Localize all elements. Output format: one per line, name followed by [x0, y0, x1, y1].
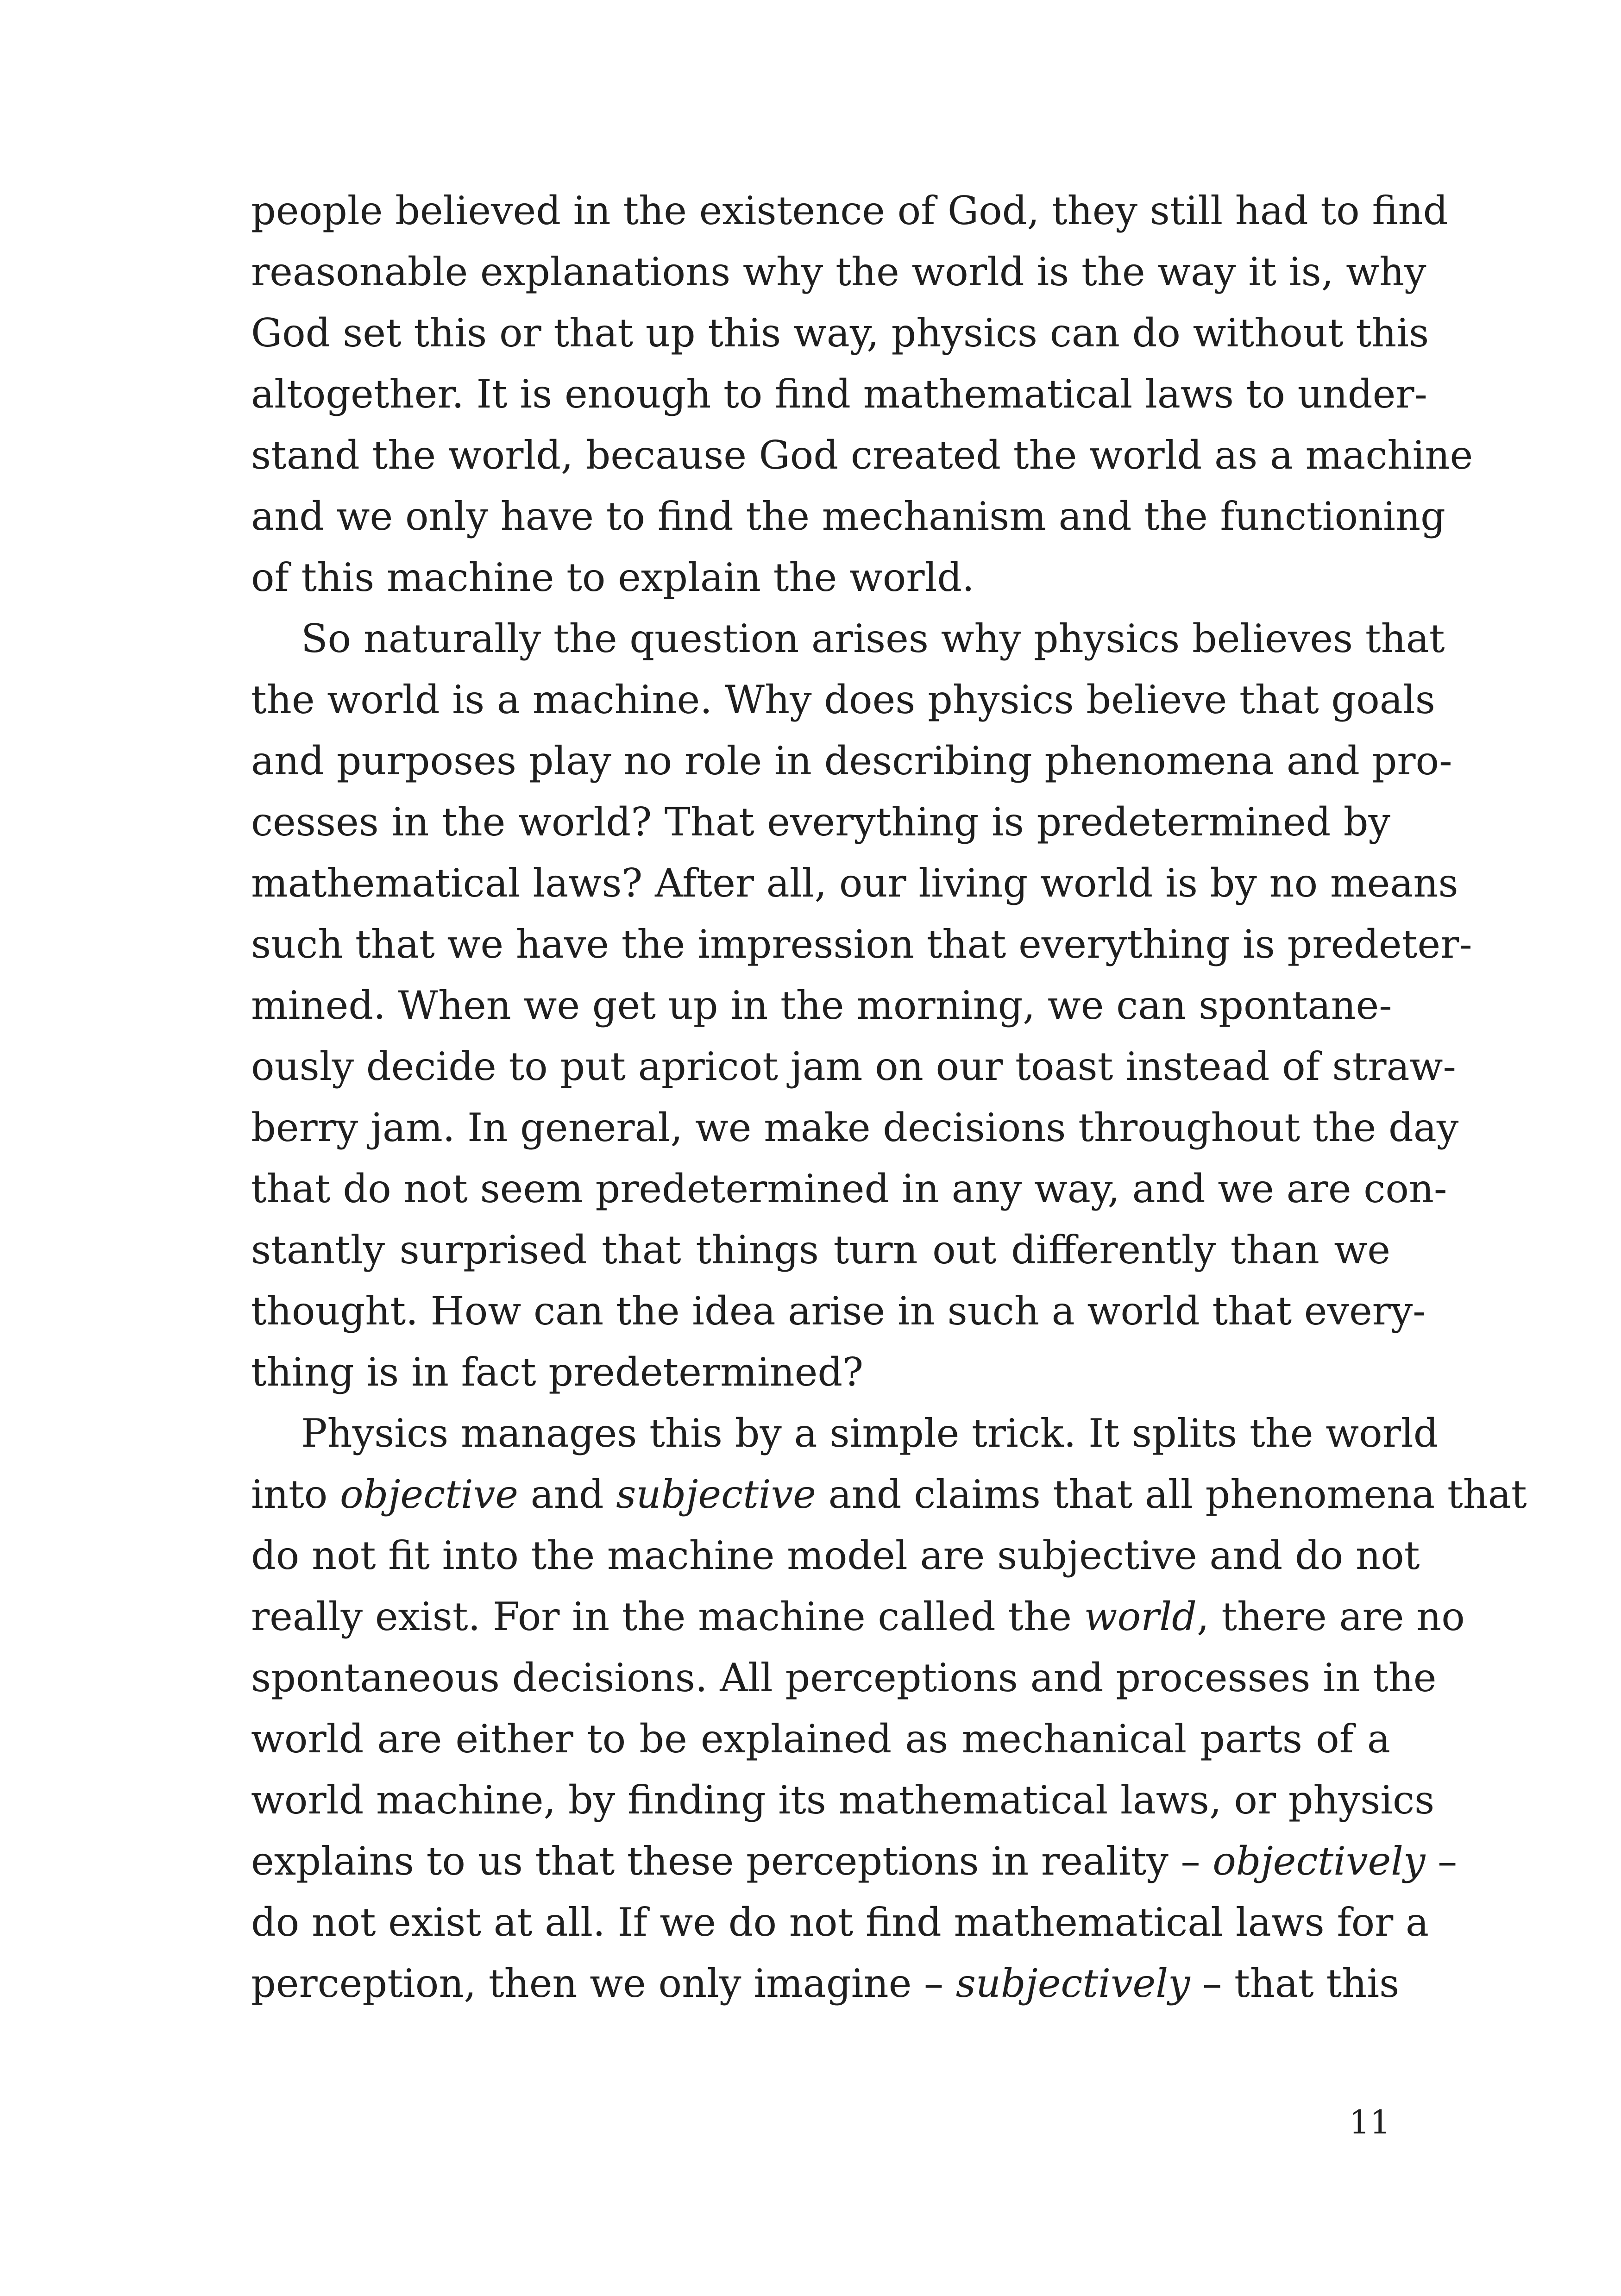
text-run: and claims that all phenomena that [816, 1472, 1527, 1517]
text-line: stantly surprised that things turn out differently than we [251, 1227, 1390, 1273]
text-line: reasonable explanations why the world is the way it is, why [251, 249, 1426, 295]
text-line [251, 1464, 1527, 1525]
text-run: really exist. For in the machine called the [251, 1594, 1084, 1639]
text-line [251, 1953, 1400, 2014]
text-line: spontaneous decisions. All perceptions and processes in the [251, 1655, 1437, 1700]
text-run: – that this [1190, 1961, 1400, 2006]
text-line: berry jam. In general, we make decisions throughout the day [251, 1105, 1459, 1150]
text-run: , there are no [1196, 1594, 1465, 1639]
text-line: do not exist at all. If we do not find mathematical laws for a [251, 1900, 1429, 1945]
text-run: and [518, 1472, 616, 1517]
text-line: do not fit into the machine model are subjective and do not [251, 1533, 1420, 1578]
text-line: stand the world, because God created the world as a machine [251, 433, 1473, 478]
text-line: thought. How can the idea arise in such a world that every- [251, 1288, 1426, 1334]
paragraph-first-line: Physics manages this by a simple trick. It splits the world [301, 1411, 1439, 1456]
emphasis-objective: objective [340, 1472, 518, 1517]
text-line: mathematical laws? After all, our living world is by no means [251, 860, 1458, 906]
text-line: world are either to be explained as mechanical parts of a [251, 1716, 1390, 1762]
text-run: explains to us that these perceptions in reality – [251, 1838, 1213, 1884]
paragraph-first-line: So naturally the question arises why physics believes that [301, 616, 1445, 661]
text-line [251, 1831, 1458, 1892]
text-line: and we only have to find the mechanism and the functioning [251, 494, 1445, 539]
text-line: that do not seem predetermined in any way, and we are con- [251, 1166, 1447, 1211]
text-run: into [251, 1472, 340, 1517]
text-line: people believed in the existence of God, they still had to find [251, 188, 1448, 233]
text-run: – [1425, 1838, 1458, 1884]
emphasis-objectively: objectively [1213, 1838, 1426, 1884]
text-line: thing is in fact predetermined? [251, 1349, 864, 1395]
text-line: of this machine to explain the world. [251, 555, 974, 600]
text-line: God set this or that up this way, physics can do without this [251, 310, 1429, 356]
emphasis-world: world [1084, 1594, 1197, 1639]
text-line: mined. When we get up in the morning, we can spontane- [251, 983, 1392, 1028]
emphasis-subjectively: subjectively [955, 1961, 1190, 2006]
text-line: ously decide to put apricot jam on our toast instead of straw- [251, 1044, 1456, 1089]
text-line: and purposes play no role in describing phenomena and pro- [251, 738, 1452, 784]
text-line: such that we have the impression that everything is predeter- [251, 922, 1472, 967]
text-line: the world is a machine. Why does physics believe that goals [251, 677, 1435, 722]
page-number: 11 [1349, 2103, 1390, 2141]
text-line: world machine, by finding its mathematical laws, or physics [251, 1777, 1435, 1823]
emphasis-subjective: subjective [616, 1472, 816, 1517]
text-line [251, 1586, 1465, 1647]
text-line: cesses in the world? That everything is predetermined by [251, 799, 1390, 845]
text-line: altogether. It is enough to find mathematical laws to under- [251, 371, 1427, 417]
text-run: perception, then we only imagine – [251, 1961, 956, 2006]
